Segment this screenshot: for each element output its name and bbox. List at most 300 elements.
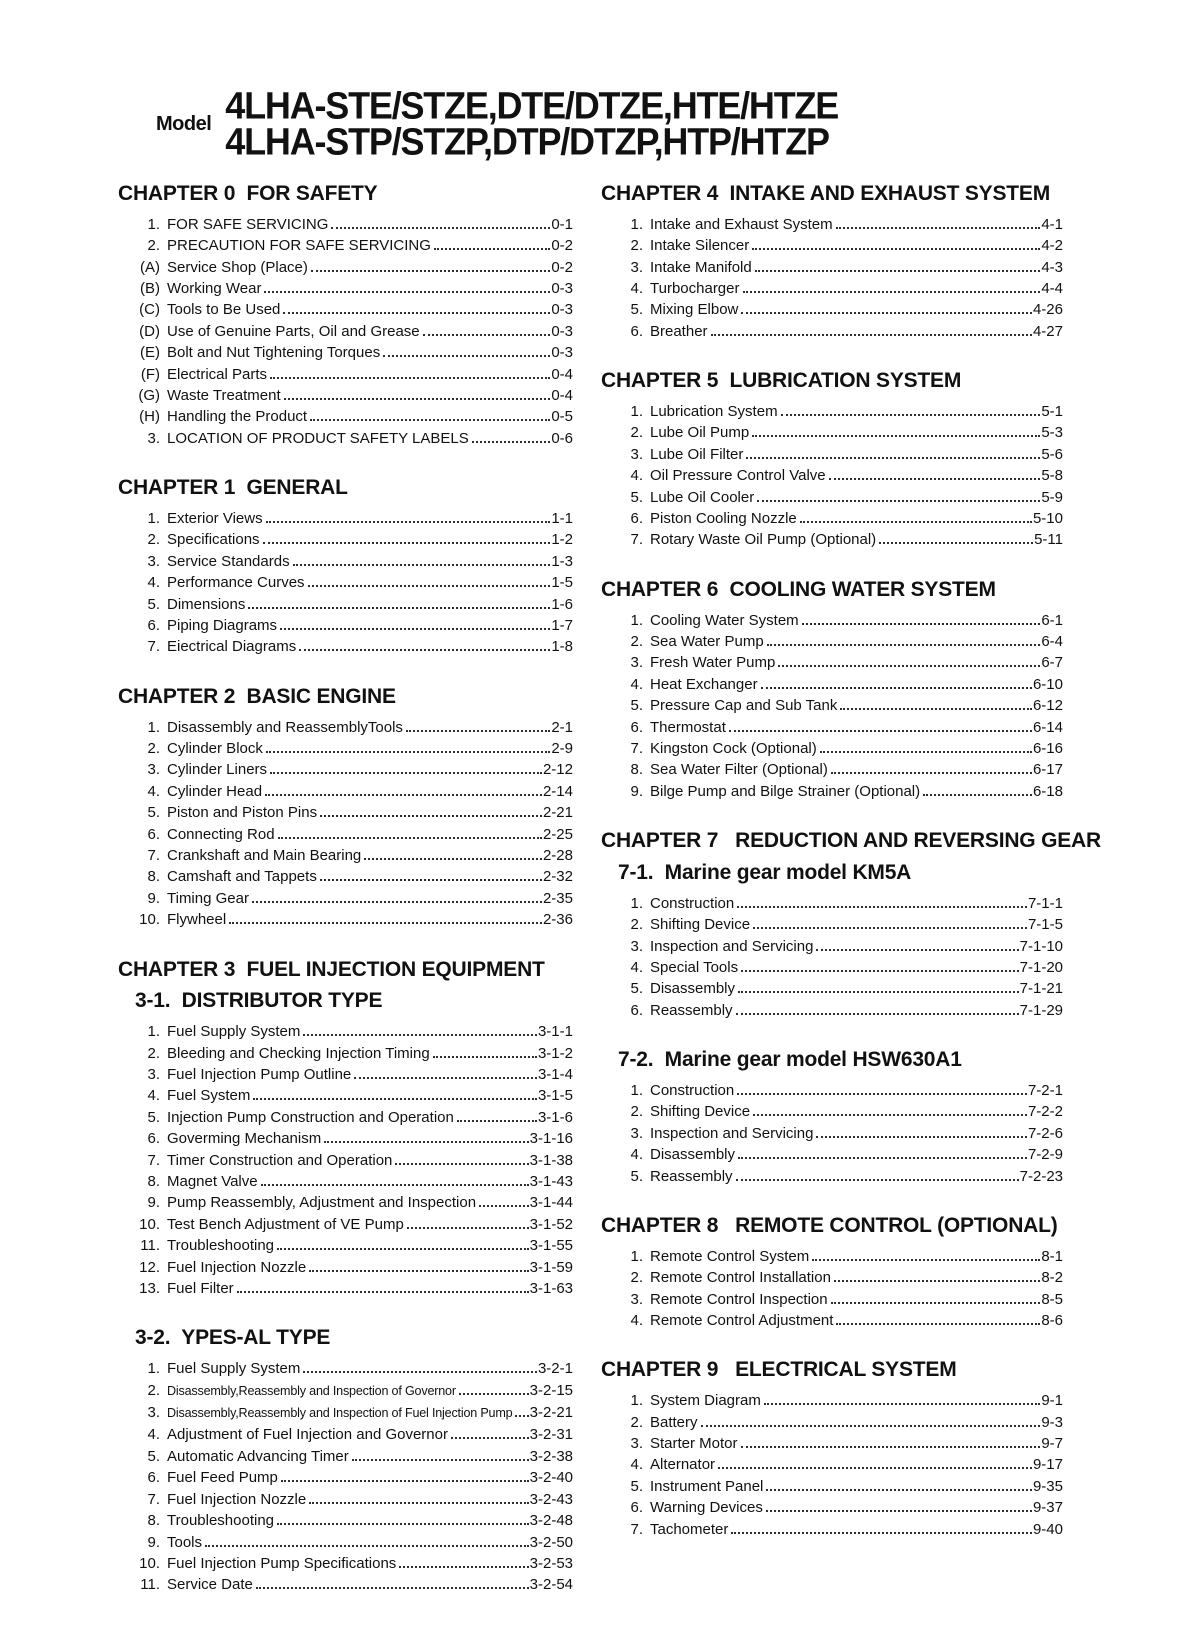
toc-entry: [124, 615, 573, 636]
toc-entry: [124, 572, 573, 593]
toc-entry: [124, 406, 573, 427]
dot-leader: [829, 478, 1041, 480]
toc-entry: [124, 1467, 573, 1488]
dot-leader: [308, 585, 551, 587]
entry-number: 4.: [147, 574, 160, 592]
toc-entry: [607, 1289, 1063, 1310]
entry-page: 0-2: [551, 258, 573, 276]
entry-title: LOCATION OF PRODUCT SAFETY LABELS: [167, 429, 469, 447]
entry-page: 3-1-5: [537, 1087, 573, 1105]
entry-number: 7.: [147, 638, 160, 656]
toc-entry: [607, 487, 1063, 508]
entry-title: Flywheel: [167, 911, 227, 929]
entry-number: 3.: [630, 1434, 643, 1452]
dot-leader: [303, 1034, 537, 1036]
entry-number: 4.: [630, 1311, 643, 1329]
toc-entry: [607, 1144, 1063, 1165]
dot-leader: [284, 398, 551, 400]
entry-number: 2.: [147, 237, 160, 255]
toc-section: [601, 1048, 1063, 1187]
section-heading: CHAPTER 2 BASIC ENGINE: [118, 684, 396, 708]
entry-number: 4.: [630, 958, 643, 976]
entry-title: Fuel Injection Pump Outline: [167, 1066, 352, 1084]
dot-leader: [766, 1489, 1032, 1491]
entry-title: Disassembly: [650, 980, 736, 998]
entry-page: 7-1-29: [1019, 1001, 1063, 1019]
toc-entry: [124, 1510, 573, 1531]
entry-title: Starter Motor: [650, 1434, 738, 1452]
dot-leader: [237, 1291, 529, 1293]
dot-leader: [752, 435, 1040, 437]
entry-title: Piston Cooling Nozzle: [650, 510, 797, 527]
entry-page: 0-1: [551, 215, 573, 233]
dot-leader: [407, 1227, 529, 1229]
dot-leader: [812, 1259, 1040, 1261]
toc-entry: [607, 978, 1063, 999]
entry-title: Disassembly: [650, 1146, 736, 1164]
entry-page: 2-1: [551, 718, 573, 736]
entry-page: 3-1-38: [529, 1151, 573, 1169]
entry-page: 6-7: [1041, 654, 1063, 672]
dot-leader: [741, 970, 1019, 972]
entry-title: Special Tools: [650, 958, 739, 976]
dot-leader: [253, 1098, 537, 1100]
entry-title: Automatic Advancing Timer: [167, 1447, 349, 1465]
dot-leader: [270, 377, 550, 379]
entry-page: 1-3: [551, 552, 573, 570]
entry-title: Crankshaft and Main Bearing: [167, 847, 362, 865]
toc-entry: [607, 1519, 1063, 1540]
dot-leader: [840, 708, 1032, 710]
entry-number: 6.: [630, 1001, 643, 1019]
entry-page: 0-3: [551, 279, 573, 297]
entry-number: 5.: [630, 1477, 643, 1495]
entry-page: 2-36: [542, 911, 573, 929]
entry-number: 3.: [630, 654, 643, 672]
toc-entry: [124, 1574, 573, 1595]
entry-number: 8.: [147, 1173, 160, 1191]
entry-number: 5.: [630, 980, 643, 998]
entry-number: 6.: [147, 1469, 160, 1487]
entry-number: 5.: [147, 595, 160, 613]
entry-number: (F): [140, 365, 160, 383]
entry-page: 3-1-43: [529, 1173, 573, 1191]
toc-entry: [124, 1358, 573, 1379]
entry-page: 2-14: [542, 782, 573, 800]
entry-page: 6-16: [1032, 740, 1063, 758]
dot-leader: [364, 858, 542, 860]
entry-number: (E): [140, 344, 160, 362]
entry-title: Lubrication System: [650, 402, 778, 420]
entry-page: 6-12: [1032, 697, 1063, 715]
toc-entry: [607, 1000, 1063, 1021]
entry-number: 4.: [147, 782, 160, 800]
entry-number: 3.: [630, 1290, 643, 1308]
entry-number: 6.: [147, 617, 160, 635]
dot-leader: [352, 1459, 529, 1461]
toc-entry: [607, 1433, 1063, 1454]
entry-title: Fuel Supply System: [167, 1023, 301, 1041]
dot-leader: [309, 1270, 528, 1272]
model-label: Model: [156, 112, 212, 135]
entry-page: 3-2-40: [529, 1469, 573, 1487]
dot-leader: [263, 542, 551, 544]
toc-entry: [607, 759, 1063, 780]
entry-page: 2-25: [542, 825, 573, 843]
dot-leader: [423, 334, 551, 336]
entry-page: 3-2-53: [529, 1554, 573, 1572]
toc-entry: [124, 802, 573, 823]
dot-leader: [331, 227, 550, 229]
toc-entry: [124, 214, 573, 235]
entry-title: Bleeding and Checking Injection Timing: [167, 1044, 430, 1062]
toc-entry: [607, 695, 1063, 716]
entry-title: Specifications: [167, 531, 260, 549]
entry-number: 10.: [139, 1554, 160, 1572]
entry-page: 7-1-20: [1019, 958, 1063, 976]
toc-entry: [124, 1402, 573, 1424]
entry-number: 3.: [630, 258, 643, 276]
entry-page: 3-2-21: [529, 1404, 573, 1422]
dot-leader: [831, 772, 1032, 774]
entry-page: 0-4: [551, 387, 573, 405]
entry-number: (G): [138, 387, 160, 405]
entry-title: Intake and Exhaust System: [650, 215, 833, 233]
dot-leader: [737, 906, 1027, 908]
entry-page: 4-1: [1041, 215, 1063, 233]
entry-page: 3-1-4: [537, 1066, 573, 1084]
entry-title: Lube Oil Cooler: [650, 488, 755, 506]
entry-number: 8.: [147, 868, 160, 886]
toc-entry: [124, 1257, 573, 1278]
dot-leader: [406, 730, 550, 732]
entry-title: Fuel Injection Nozzle: [167, 1258, 307, 1276]
entry-title: PRECAUTION FOR SAFE SERVICING: [167, 237, 431, 255]
entry-title: Fuel Filter: [167, 1280, 234, 1298]
dot-leader: [781, 414, 1041, 416]
toc-columns: [118, 182, 1124, 1623]
entry-title: Rotary Waste Oil Pump (Optional): [650, 531, 877, 549]
entry-page: 6-1: [1041, 611, 1063, 629]
entry-page: 7-2-2: [1027, 1103, 1063, 1121]
entry-title: Cooling Water System: [650, 611, 799, 629]
entry-page: 5-3: [1041, 424, 1063, 442]
entry-number: 9.: [147, 1194, 160, 1212]
entry-title: Piping Diagrams: [167, 617, 278, 635]
toc-entry: [124, 909, 573, 930]
dot-leader: [310, 419, 550, 421]
toc-entry: [607, 652, 1063, 673]
manual-title-block: [156, 83, 1124, 164]
toc-entry: [124, 321, 573, 342]
entry-number: 5.: [147, 804, 160, 822]
toc-entry: [124, 1489, 573, 1510]
toc-entry-list: [601, 893, 1063, 1021]
dot-leader: [753, 1114, 1027, 1116]
entry-page: 7-2-9: [1027, 1146, 1063, 1164]
toc-column-left: [118, 182, 573, 1623]
entry-number: 3.: [147, 1066, 160, 1084]
entry-page: 6-18: [1032, 782, 1063, 800]
entry-title: Shifting Device: [650, 1103, 751, 1121]
dot-leader: [299, 649, 550, 651]
entry-page: 3-2-43: [529, 1490, 573, 1508]
toc-entry: [607, 1412, 1063, 1433]
entry-title: Cylinder Block: [167, 740, 263, 758]
dot-leader: [457, 1120, 537, 1122]
toc-section: [601, 578, 1063, 802]
entry-number: 7.: [630, 740, 643, 758]
entry-title: Construction: [650, 894, 735, 912]
entry-title: Reassembly: [650, 1167, 733, 1185]
dot-leader: [229, 922, 542, 924]
dot-leader: [399, 1566, 528, 1568]
toc-entry: [124, 364, 573, 385]
entry-page: 7-2-6: [1027, 1124, 1063, 1142]
dot-leader: [718, 1467, 1032, 1469]
dot-leader: [451, 1437, 529, 1439]
toc-entry-list: [601, 1390, 1063, 1540]
entry-number: 6.: [147, 825, 160, 843]
entry-number: 4.: [630, 1146, 643, 1164]
dot-leader: [778, 665, 1040, 667]
entry-title: Sea Water Pump: [650, 632, 764, 650]
entry-page: 3-1-55: [529, 1237, 573, 1255]
toc-entry: [124, 1424, 573, 1445]
dot-leader: [836, 1323, 1040, 1325]
section-heading: CHAPTER 0 FOR SAFETY: [118, 182, 378, 205]
toc-section: [118, 958, 573, 1300]
entry-page: 4-2: [1041, 237, 1063, 255]
entry-page: 7-2-1: [1027, 1081, 1063, 1099]
entry-number: 8.: [147, 1512, 160, 1530]
toc-entry: [607, 957, 1063, 978]
dot-leader: [879, 542, 1033, 544]
entry-title: Fresh Water Pump: [650, 654, 776, 672]
entry-page: 5-6: [1041, 445, 1063, 463]
entry-number: 1.: [630, 1392, 643, 1410]
toc-section: [118, 1326, 573, 1595]
entry-number: 7.: [630, 531, 643, 549]
dot-leader: [266, 521, 551, 523]
dot-leader: [354, 1077, 537, 1079]
dot-leader: [459, 1393, 529, 1395]
toc-entry: [124, 1235, 573, 1256]
entry-page: 8-6: [1041, 1311, 1063, 1329]
entry-title: Heat Exchanger: [650, 675, 758, 693]
entry-number: 3.: [147, 552, 160, 570]
entry-title: Test Bench Adjustment of VE Pump: [167, 1215, 404, 1233]
section-heading: 3-2. YPES-AL TYPE: [135, 1326, 331, 1350]
dot-leader: [820, 751, 1032, 753]
toc-entry: [124, 1107, 573, 1128]
toc-entry: [607, 914, 1063, 935]
entry-number: 1.: [147, 1360, 160, 1378]
entry-number: 10.: [139, 911, 160, 929]
entry-number: (B): [140, 279, 160, 297]
toc-entry-list: [601, 610, 1063, 803]
toc-entry: [124, 824, 573, 845]
entry-number: 1.: [147, 510, 160, 527]
entry-page: 7-1-21: [1019, 980, 1063, 998]
dot-leader: [736, 1013, 1019, 1015]
entry-number: 1.: [630, 1081, 643, 1099]
entry-page: 3-2-1: [537, 1360, 573, 1378]
entry-page: 9-40: [1032, 1520, 1063, 1538]
entry-title: Tachometer: [650, 1520, 729, 1538]
toc-entry: [607, 738, 1063, 759]
entry-page: 9-7: [1041, 1434, 1063, 1452]
dot-leader: [752, 248, 1040, 250]
dot-leader: [261, 1184, 529, 1186]
dot-leader: [737, 1093, 1027, 1095]
toc-entry-list: [601, 1246, 1063, 1332]
entry-number: (C): [139, 301, 160, 319]
entry-number: (H): [139, 408, 160, 426]
toc-entry: [124, 551, 573, 572]
dot-leader: [205, 1545, 529, 1547]
section-heading: 7-2. Marine gear model HSW630A1: [618, 1048, 962, 1072]
entry-number: 4.: [630, 467, 643, 485]
entry-number: 2.: [630, 424, 643, 442]
entry-title: Disassembly,Reassembly and Inspection of Fuel Injection Pump: [167, 1406, 513, 1421]
toc-entry: [124, 759, 573, 780]
entry-title: Battery: [650, 1413, 698, 1431]
entry-page: 0-2: [551, 237, 573, 255]
section-heading: CHAPTER 5 LUBRICATION SYSTEM: [601, 369, 962, 393]
dot-leader: [764, 1403, 1040, 1405]
dot-leader: [479, 1205, 529, 1207]
entry-number: 1.: [630, 611, 643, 629]
toc-entry: [607, 444, 1063, 465]
dot-leader: [743, 291, 1041, 293]
toc-column-right: [601, 182, 1101, 1623]
entry-title: Working Wear: [167, 279, 262, 297]
entry-number: 2.: [630, 1413, 643, 1431]
entry-number: 6.: [147, 1130, 160, 1148]
entry-page: 8-5: [1041, 1290, 1063, 1308]
entry-title: Injection Pump Construction and Operation: [167, 1108, 454, 1126]
entry-title: Tools to Be Used: [167, 301, 281, 319]
entry-page: 9-1: [1041, 1392, 1063, 1410]
section-heading: CHAPTER 1 GENERAL: [118, 476, 348, 500]
entry-number: 4.: [147, 1426, 160, 1444]
dot-leader: [816, 1136, 1027, 1138]
toc-entry: [607, 1246, 1063, 1267]
toc-entry: [607, 893, 1063, 914]
entry-number: 9.: [630, 782, 643, 800]
entry-page: 1-1: [551, 510, 573, 527]
entry-page: 5-10: [1032, 510, 1063, 527]
toc-entry: [607, 1454, 1063, 1475]
dot-leader: [281, 1480, 529, 1482]
entry-number: 2.: [630, 237, 643, 255]
entry-page: 3-1-63: [529, 1280, 573, 1298]
entry-page: 3-1-59: [529, 1258, 573, 1276]
toc-section: [118, 182, 573, 449]
entry-page: 5-1: [1041, 402, 1063, 420]
entry-title: Performance Curves: [167, 574, 305, 592]
dot-leader: [265, 794, 542, 796]
entry-title: Service Standards: [167, 552, 290, 570]
entry-page: 3-2-48: [529, 1512, 573, 1530]
toc-entry: [607, 936, 1063, 957]
entry-title: Fuel Feed Pump: [167, 1469, 278, 1487]
entry-title: Pressure Cap and Sub Tank: [650, 697, 838, 715]
entry-title: Disassembly and ReassemblyTools: [167, 718, 403, 736]
toc-entry: [124, 738, 573, 759]
entry-number: 10.: [139, 1215, 160, 1233]
entry-title: Troubleshooting: [167, 1512, 275, 1530]
entry-number: 5.: [147, 1447, 160, 1465]
entry-number: 9.: [147, 1533, 160, 1551]
entry-page: 3-2-38: [529, 1447, 573, 1465]
dot-leader: [831, 1302, 1041, 1304]
toc-entry: [124, 594, 573, 615]
dot-leader: [280, 628, 550, 630]
entry-number: 2.: [147, 1044, 160, 1062]
section-heading: 7-1. Marine gear model KM5A: [618, 861, 912, 884]
entry-title: Remote Control Adjustment: [650, 1311, 834, 1329]
model-numbers: [225, 83, 839, 164]
dot-leader: [923, 794, 1032, 796]
entry-page: 3-2-54: [529, 1576, 573, 1594]
toc-entry: [124, 1192, 573, 1213]
dot-leader: [701, 1425, 1041, 1427]
dot-leader: [264, 291, 550, 293]
entry-page: 1-6: [551, 595, 573, 613]
entry-number: 12.: [139, 1258, 160, 1276]
entry-page: 9-37: [1032, 1499, 1063, 1517]
entry-title: Eiectrical Diagrams: [167, 638, 297, 656]
toc-entry: [124, 278, 573, 299]
entry-title: Exterior Views: [167, 510, 263, 527]
entry-number: 3.: [630, 1124, 643, 1142]
entry-title: Tools: [167, 1533, 203, 1551]
entry-page: 2-32: [542, 868, 573, 886]
toc-entry: [124, 1128, 573, 1149]
entry-title: Sea Water Filter (Optional): [650, 761, 828, 779]
entry-title: FOR SAFE SERVICING: [167, 215, 329, 233]
entry-page: 0-6: [551, 429, 573, 447]
entry-page: 2-28: [542, 847, 573, 865]
dot-leader: [738, 1157, 1027, 1159]
entry-number: 2.: [630, 1103, 643, 1121]
entry-number: 7.: [630, 1520, 643, 1538]
toc-entry: [607, 214, 1063, 235]
entry-number: 1.: [630, 402, 643, 420]
toc-entry-list: [118, 1358, 573, 1595]
section-heading: CHAPTER 3 FUEL INJECTION EQUIPMENT: [118, 957, 545, 981]
entry-page: 3-1-44: [529, 1194, 573, 1212]
entry-page: 3-2-50: [529, 1533, 573, 1551]
entry-number: (D): [139, 322, 160, 340]
toc-entry-list: [118, 1021, 573, 1299]
toc-entry: [124, 299, 573, 320]
toc-entry-list: [118, 214, 573, 449]
toc-entry-list: [118, 717, 573, 931]
entry-page: 1-7: [551, 617, 573, 635]
toc-entry: [607, 1390, 1063, 1411]
toc-section: [601, 182, 1063, 342]
entry-number: 1.: [147, 215, 160, 233]
entry-title: Inspection and Servicing: [650, 937, 814, 955]
entry-number: 3.: [630, 937, 643, 955]
entry-title: Fuel Supply System: [167, 1360, 301, 1378]
entry-number: 7.: [147, 1151, 160, 1169]
entry-page: 3-1-52: [529, 1215, 573, 1233]
dot-leader: [252, 901, 542, 903]
